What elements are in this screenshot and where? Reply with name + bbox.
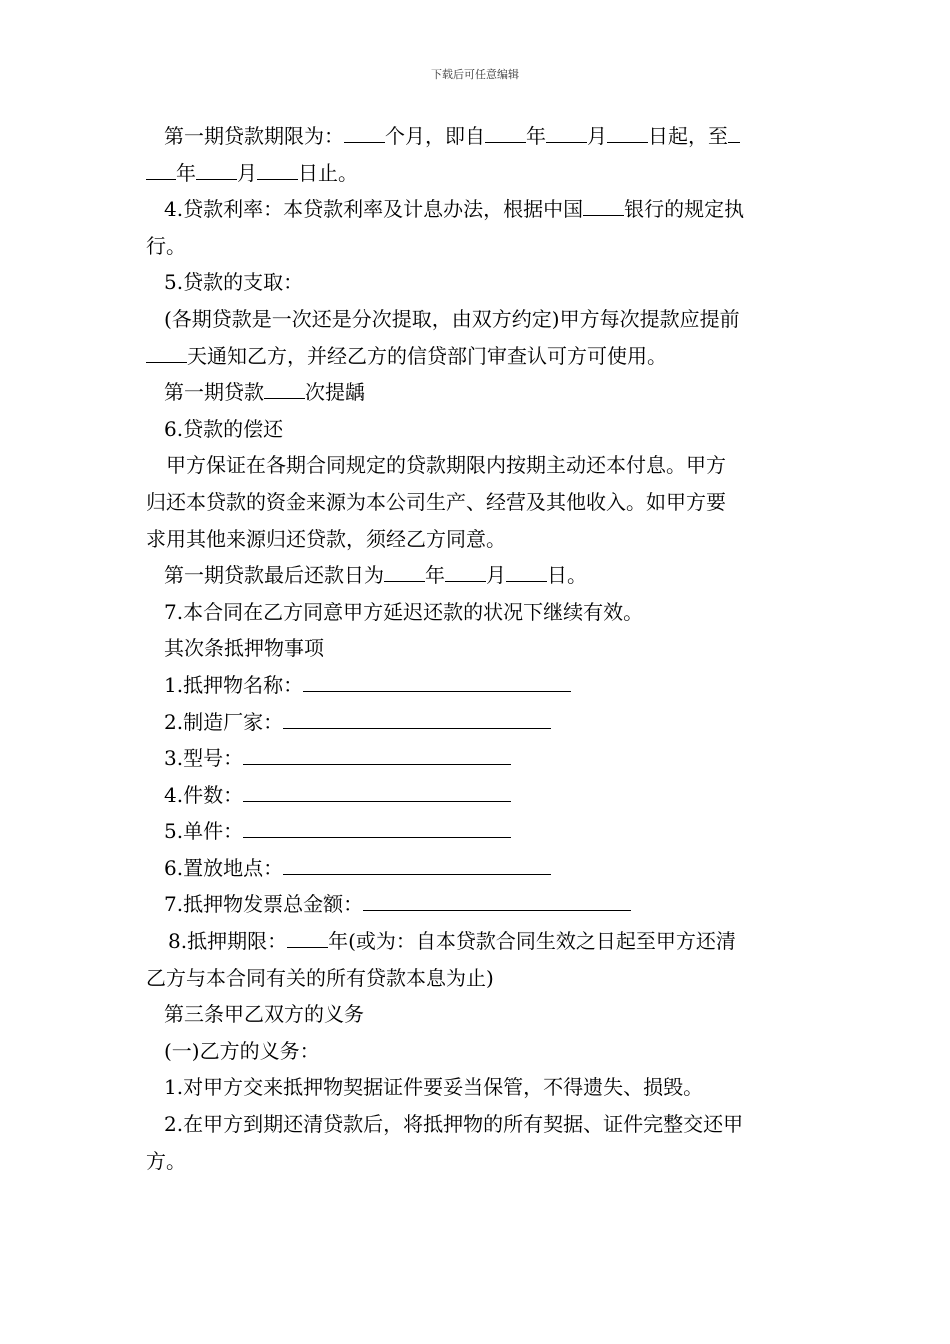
text: 第一期贷款期限为： <box>164 124 344 148</box>
loan-withdrawal-heading <box>146 264 808 301</box>
repayment-paragraph-line <box>146 447 808 484</box>
text: 银行的规定执 <box>624 197 745 222</box>
text: 8.抵押期限： <box>168 929 288 954</box>
blank-field[interactable] <box>344 141 385 143</box>
page-header: 下载后可任意编辑 <box>431 68 519 81</box>
text: 行。 <box>146 233 186 258</box>
text: 月 <box>486 563 506 588</box>
contract-validity-line <box>146 594 808 631</box>
document-body <box>146 118 808 1179</box>
quantity-field[interactable] <box>243 800 511 802</box>
manufacturer-line <box>146 704 808 741</box>
text: 3.型号： <box>164 746 244 771</box>
blank-field[interactable] <box>728 141 740 143</box>
duty-one-line <box>146 1069 808 1106</box>
collateral-name-field[interactable] <box>303 690 571 692</box>
blank-field[interactable] <box>506 580 547 582</box>
repayment-paragraph-line <box>146 484 808 521</box>
text: 第一期贷款 <box>164 380 264 405</box>
text: 日止。 <box>298 160 358 185</box>
location-field[interactable] <box>283 873 551 875</box>
text: 个月，即自 <box>385 124 485 148</box>
text: 天通知乙方，并经乙方的信贷部门审查认可方可使用。 <box>187 343 667 368</box>
text: 乙方与本合同有关的所有贷款本息为止) <box>146 965 494 990</box>
blank-field[interactable] <box>485 141 526 143</box>
loan-repayment-heading <box>146 411 808 448</box>
blank-field[interactable] <box>583 214 624 216</box>
text: 其次条抵押物事项 <box>164 636 324 661</box>
blank-field[interactable] <box>196 178 237 180</box>
blank-field[interactable] <box>546 141 587 143</box>
text: 2.在甲方到期还清贷款后，将抵押物的所有契据、证件完整交还甲 <box>164 1112 744 1137</box>
text: (各期贷款是一次还是分次提取，由双方约定)甲方每次提款应提前 <box>164 306 740 331</box>
text: 5.贷款的支取： <box>164 270 304 295</box>
unit-line <box>146 813 808 850</box>
party-b-duties-heading <box>146 1033 808 1070</box>
text: 第一期贷款最后还款日为 <box>164 563 384 588</box>
text: 4.件数： <box>164 782 244 807</box>
text: 第三条甲乙双方的义务 <box>164 1002 364 1027</box>
text: 4.贷款利率：本贷款利率及计息办法，根据中国 <box>164 197 584 222</box>
mortgage-term-line-cont <box>146 960 808 997</box>
article-three-heading <box>146 996 808 1033</box>
text: 甲方保证在各期合同规定的贷款期限内按期主动还本付息。甲方 <box>166 453 726 478</box>
first-period-term-line <box>146 118 808 155</box>
final-repayment-date-line <box>146 557 808 594</box>
text: 次提龋 <box>305 380 365 405</box>
text: 月 <box>587 124 607 148</box>
text: 年 <box>526 124 546 148</box>
repayment-paragraph-line <box>146 521 808 558</box>
blank-field[interactable] <box>146 361 187 363</box>
duty-two-line-cont <box>146 1143 808 1180</box>
text: 5.单件： <box>164 819 244 844</box>
blank-field[interactable] <box>607 141 648 143</box>
mortgage-term-line <box>146 923 808 960</box>
text: 日。 <box>547 563 587 588</box>
article-two-heading <box>146 630 808 667</box>
withdrawal-paragraph-line <box>146 301 808 338</box>
blank-field[interactable] <box>445 580 486 582</box>
withdrawal-paragraph-line-cont <box>146 338 808 375</box>
text: 6.置放地点： <box>164 855 284 880</box>
invoice-amount-field[interactable] <box>363 909 631 911</box>
blank-field[interactable] <box>257 178 298 180</box>
text: 2.制造厂家： <box>164 709 284 734</box>
text: 7.本合同在乙方同意甲方延迟还款的状况下继续有效。 <box>164 599 644 624</box>
text: 1.抵押物名称： <box>164 672 304 697</box>
first-period-term-line-cont <box>146 155 808 192</box>
blank-field[interactable] <box>287 946 328 948</box>
blank-field[interactable] <box>384 580 425 582</box>
text: 6.贷款的偿还 <box>164 416 284 441</box>
text: 年 <box>425 563 445 588</box>
unit-field[interactable] <box>243 836 511 838</box>
text: 方。 <box>146 1148 186 1173</box>
interest-rate-line-cont <box>146 228 808 265</box>
model-line <box>146 740 808 777</box>
text: 日起，至 <box>648 124 728 148</box>
duty-two-line <box>146 1106 808 1143</box>
blank-field[interactable] <box>264 397 305 399</box>
collateral-name-line <box>146 667 808 704</box>
model-field[interactable] <box>243 763 511 765</box>
text: 求用其他来源归还贷款，须经乙方同意。 <box>146 526 506 551</box>
text: 1.对甲方交来抵押物契据证件要妥当保管，不得遗失、损毁。 <box>164 1075 704 1100</box>
first-period-withdrawal-line <box>146 374 808 411</box>
text: (一)乙方的义务： <box>164 1038 320 1063</box>
quantity-line <box>146 777 808 814</box>
location-line <box>146 850 808 887</box>
interest-rate-line <box>146 191 808 228</box>
text: 7.抵押物发票总金额： <box>164 892 364 917</box>
invoice-amount-line <box>146 886 808 923</box>
text: 归还本贷款的资金来源为本公司生产、经营及其他收入。如甲方要 <box>146 489 726 514</box>
text: 月 <box>237 160 257 185</box>
text: 年 <box>176 160 196 185</box>
manufacturer-field[interactable] <box>283 727 551 729</box>
blank-field[interactable] <box>146 178 176 180</box>
text: 年(或为：自本贷款合同生效之日起至甲方还清 <box>328 929 736 954</box>
